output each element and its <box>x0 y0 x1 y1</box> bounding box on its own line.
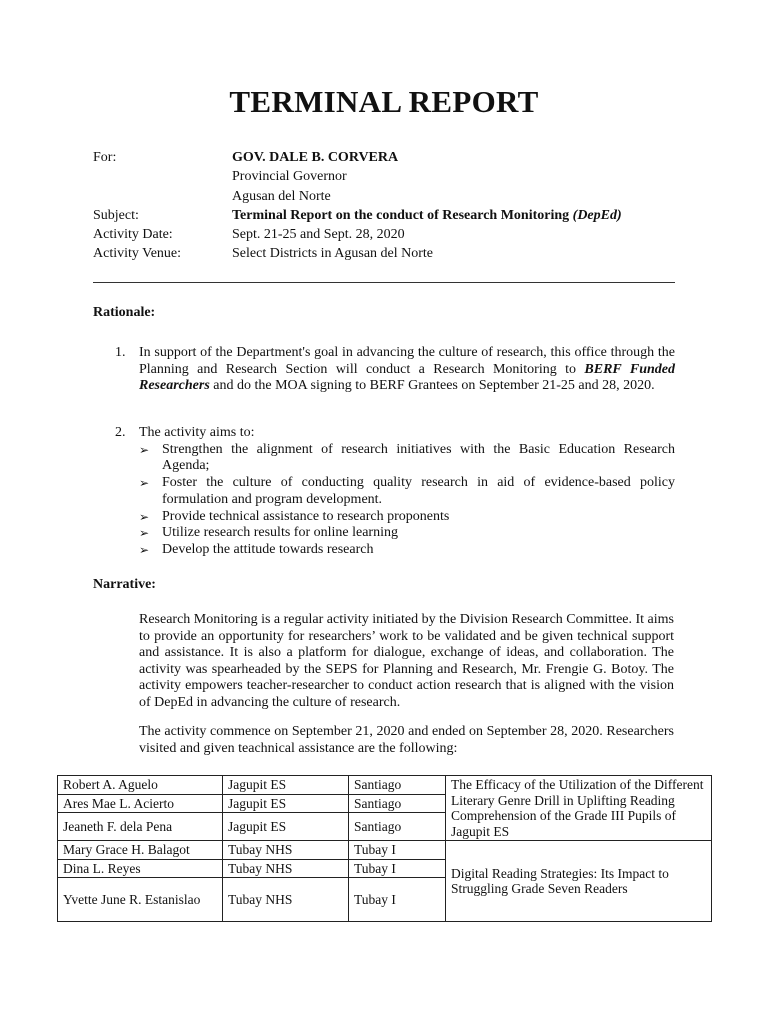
rationale-heading: Rationale: <box>93 305 156 320</box>
emphasis-text: BERF Funded Researchers <box>139 361 675 394</box>
for-position: Provincial Governor <box>232 169 347 185</box>
school-name: Jagupit ES <box>223 776 349 795</box>
header-row-for <box>93 148 683 167</box>
district-name: Tubay I <box>349 878 446 922</box>
rationale-item-2 <box>115 425 675 559</box>
researchers-table <box>57 775 712 922</box>
for-name: GOV. DALE B. CORVERA <box>232 150 399 165</box>
list-item: ➢ Foster the culture of conducting quality research in aid of evidence-based policy formulation and program development. <box>139 475 675 507</box>
item-intro: The activity aims to: <box>139 425 255 440</box>
rationale-item-1 <box>115 345 675 395</box>
researcher-name: Ares Mae L. Acierto <box>58 794 223 813</box>
narrative-paragraph-2: The activity commence on September 21, 2020 and ended on September 28, 2020. Researchers visited and given teachnical assistance are the following: <box>139 724 674 756</box>
table-row <box>58 841 712 860</box>
header-row-subject <box>93 206 683 225</box>
item-number: 1. <box>115 345 126 360</box>
school-name: Tubay NHS <box>223 841 349 860</box>
horizontal-divider <box>93 282 675 283</box>
header-row-position <box>93 167 683 186</box>
list-item: ➢ Provide technical assistance to research proponents <box>139 508 450 524</box>
venue-value: Select Districts in Agusan del Norte <box>232 246 434 262</box>
narrative-paragraph-1: Research Monitoring is a regular activity initiated by the Division Research Committee. It aims to provide an opportunity for researchers’ work to be validated and be given technical support and assistance. It is also a platform for dialogue, exchange of ideas, and collaboration. The activity was spearheaded by the SEPS for Planning and Research, Mr. Frengie G. Botoy. The activity empowers teacher-researcher to conduct action research that is aligned with the vision of DepEd in advancing the culture of research. <box>139 612 674 710</box>
district-name: Santiago <box>349 813 446 841</box>
school-name: Jagupit ES <box>223 794 349 813</box>
school-name: Tubay NHS <box>223 859 349 878</box>
subject-label: Subject: <box>93 207 139 223</box>
subject-value <box>232 206 683 225</box>
researcher-name: Jeaneth F. dela Pena <box>58 813 223 841</box>
table-row <box>58 776 712 795</box>
narrative-heading: Narrative: <box>93 577 156 592</box>
header-row-date <box>93 225 683 244</box>
list-item: ➢ Develop the attitude towards research <box>139 541 374 557</box>
arrow-bullet-icon: ➢ <box>139 476 150 491</box>
arrow-bullet-icon: ➢ <box>139 442 150 457</box>
school-name: Jagupit ES <box>223 813 349 841</box>
arrow-bullet-icon: ➢ <box>139 509 150 524</box>
district-name: Tubay I <box>349 841 446 860</box>
school-name: Tubay NHS <box>223 878 349 922</box>
researcher-name: Robert A. Aguelo <box>58 776 223 795</box>
list-item: ➢ Utilize research results for online learning <box>139 525 398 541</box>
study-title: The Efficacy of the Utilization of the Different Literary Genre Drill in Uplifting Reading Comprehension of the Grade III Pupils of Jagupit ES <box>446 776 712 841</box>
arrow-bullet-icon: ➢ <box>139 526 150 541</box>
date-label: Activity Date: <box>93 227 173 243</box>
subject-italic: (DepEd) <box>572 207 622 223</box>
report-header <box>93 148 683 264</box>
district-name: Tubay I <box>349 859 446 878</box>
for-label: For: <box>93 150 117 165</box>
date-value: Sept. 21-25 and Sept. 28, 2020 <box>232 227 405 243</box>
item-number: 2. <box>115 425 126 440</box>
item-text: In support of the Department's goal in advancing the culture of research, this office through the Planning and Research Section will conduct a Research Monitoring to BERF Funded Researchers and do the MOA signing to BERF Grantees on September 21-25 and 28, 2020. <box>139 345 675 394</box>
aims-list <box>139 442 675 559</box>
researcher-name: Dina L. Reyes <box>58 859 223 878</box>
list-item: ➢ Strengthen the alignment of research initiatives with the Basic Education Research Agenda; <box>139 441 675 474</box>
researcher-name: Yvette June R. Estanislao <box>58 878 223 922</box>
for-place: Agusan del Norte <box>232 188 331 204</box>
study-title: Digital Reading Strategies: Its Impact to Struggling Grade Seven Readers <box>446 841 712 922</box>
report-title: TERMINAL REPORT <box>229 84 539 119</box>
venue-label: Activity Venue: <box>93 246 182 262</box>
researcher-name: Mary Grace H. Balagot <box>58 841 223 860</box>
subject-text: Terminal Report on the conduct of Research Monitoring <box>232 207 573 223</box>
header-row-place <box>93 187 683 206</box>
district-name: Santiago <box>349 794 446 813</box>
arrow-bullet-icon: ➢ <box>139 542 150 557</box>
district-name: Santiago <box>349 776 446 795</box>
header-row-venue <box>93 244 683 263</box>
